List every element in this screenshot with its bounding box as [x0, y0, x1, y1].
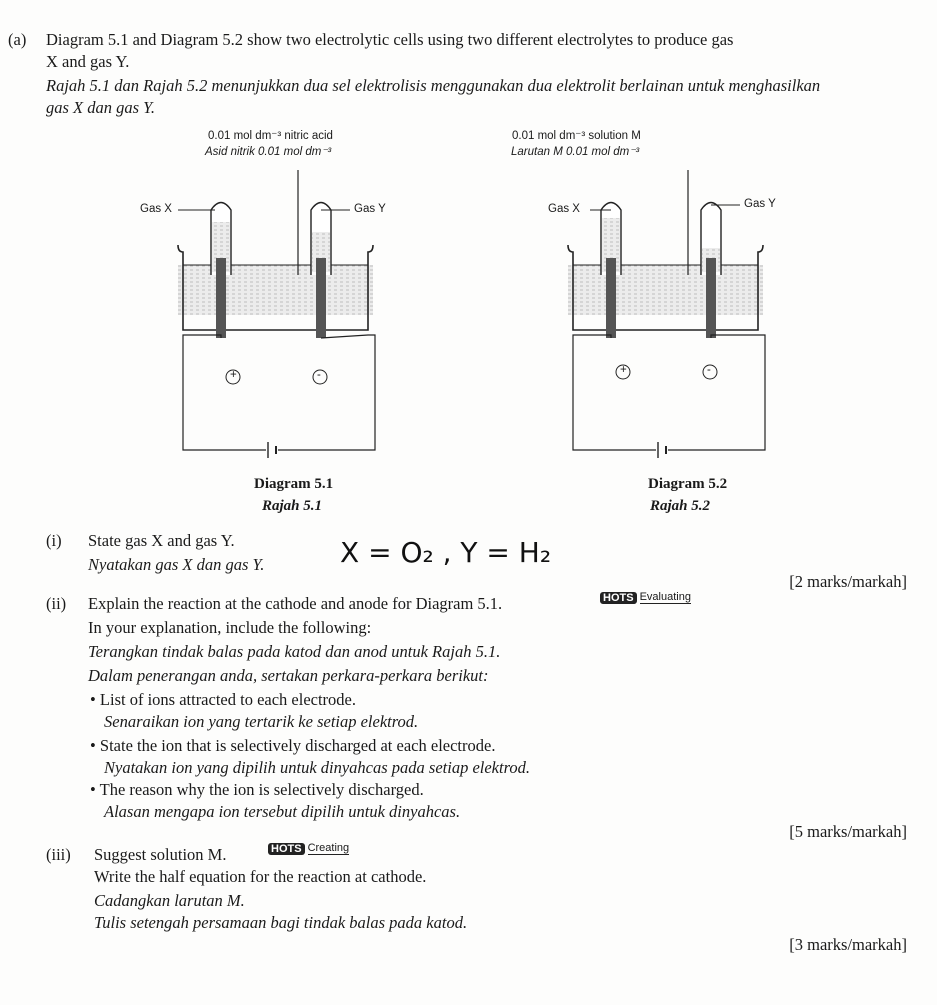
hots-badge-creating — [268, 842, 349, 855]
d1-electrolyte-ms: Asid nitrik 0.01 mol dm⁻³ — [205, 146, 332, 158]
handwritten-answer: X = O₂ , Y = H₂ — [340, 536, 552, 569]
d2-cathode-sign: - — [707, 364, 711, 376]
part-iii-label: (iii) — [46, 845, 71, 864]
bullet-2-en: State the ion that is selectively discharged at each electrode. — [99, 736, 496, 755]
part-iii-text-ms-2: Tulis setengah persamaan bagi tindak balas pada katod. — [94, 913, 468, 932]
d2-anode-sign: + — [620, 364, 627, 376]
d2-gas-x: Gas X — [548, 203, 580, 215]
d1-anode-sign: + — [230, 369, 237, 381]
bullet-1-en: List of ions attracted to each electrode. — [99, 690, 357, 709]
part-iii-text-en: Suggest solution M. — [94, 845, 227, 864]
part-i-marks: [2 marks/markah] — [789, 572, 907, 591]
diagram-5-2 — [568, 170, 765, 458]
bullet-1-ms: Senaraikan ion yang tertarik ke setiap elektrod. — [104, 712, 419, 731]
d1-caption-ms: Rajah 5.1 — [262, 498, 323, 514]
d2-electrolyte-en: 0.01 mol dm⁻³ solution M — [512, 130, 641, 142]
d2-electrolyte-ms: Larutan M 0.01 mol dm⁻³ — [511, 146, 640, 158]
part-ii-marks: [5 marks/markah] — [789, 822, 907, 841]
bullet-2: • State the ion that is selectively discharged at each electrode. — [90, 736, 496, 755]
question-label: (a) — [8, 30, 27, 49]
part-ii-include-ms: Dalam penerangan anda, sertakan perkara-perkara berikut: — [88, 666, 489, 685]
part-i-text-en: State gas X and gas Y. — [88, 531, 235, 550]
diagram-5-1 — [178, 170, 375, 458]
intro-en: Diagram 5.1 and Diagram 5.2 show two electrolytic cells using two different electrolytes to produce gas — [46, 30, 734, 49]
hots-label: HOTS — [600, 592, 637, 604]
intro-ms: Rajah 5.1 dan Rajah 5.2 menunjukkan dua sel elektrolisis menggunakan dua elektrolit berlainan untuk menghasilkan — [46, 76, 821, 95]
part-iii-marks: [3 marks/markah] — [789, 935, 907, 954]
part-ii-text-en: Explain the reaction at the cathode and anode for Diagram 5.1. — [88, 594, 503, 613]
hots-badge-evaluating — [600, 591, 691, 604]
d1-cathode-sign: - — [317, 369, 321, 381]
part-iii-text-en-2: Write the half equation for the reaction at cathode. — [94, 867, 427, 886]
hots-level: Creating — [307, 842, 350, 854]
part-iii-text-ms: Cadangkan larutan M. — [94, 891, 245, 910]
intro-ms-2: gas X dan gas Y. — [46, 98, 155, 117]
d1-electrolyte-en: 0.01 mol dm⁻³ nitric acid — [208, 130, 333, 142]
d2-caption-en: Diagram 5.2 — [648, 476, 728, 492]
d1-caption-en: Diagram 5.1 — [254, 476, 334, 492]
bullet-1: • List of ions attracted to each electrode. — [90, 690, 357, 709]
part-ii-text-ms: Terangkan tindak balas pada katod dan anod untuk Rajah 5.1. — [88, 642, 501, 661]
d2-caption-ms: Rajah 5.2 — [650, 498, 711, 514]
part-i-label: (i) — [46, 531, 62, 550]
intro-en-2: X and gas Y. — [46, 52, 130, 71]
d2-gas-y: Gas Y — [744, 198, 776, 210]
d1-gas-x: Gas X — [140, 203, 172, 215]
part-i-text-ms: Nyatakan gas X dan gas Y. — [88, 555, 265, 574]
bullet-3-ms: Alasan mengapa ion tersebut dipilih untuk dinyahcas. — [104, 802, 461, 821]
part-ii-include-en: In your explanation, include the following: — [88, 618, 372, 637]
bullet-3-en: The reason why the ion is selectively discharged. — [99, 780, 424, 799]
hots-label: HOTS — [268, 843, 305, 855]
d1-gas-y: Gas Y — [354, 203, 386, 215]
bullet-3: • The reason why the ion is selectively discharged. — [90, 780, 424, 799]
part-ii-label: (ii) — [46, 594, 67, 613]
bullet-2-ms: Nyatakan ion yang dipilih untuk dinyahcas pada setiap elektrod. — [104, 758, 531, 777]
hots-level: Evaluating — [639, 591, 691, 603]
